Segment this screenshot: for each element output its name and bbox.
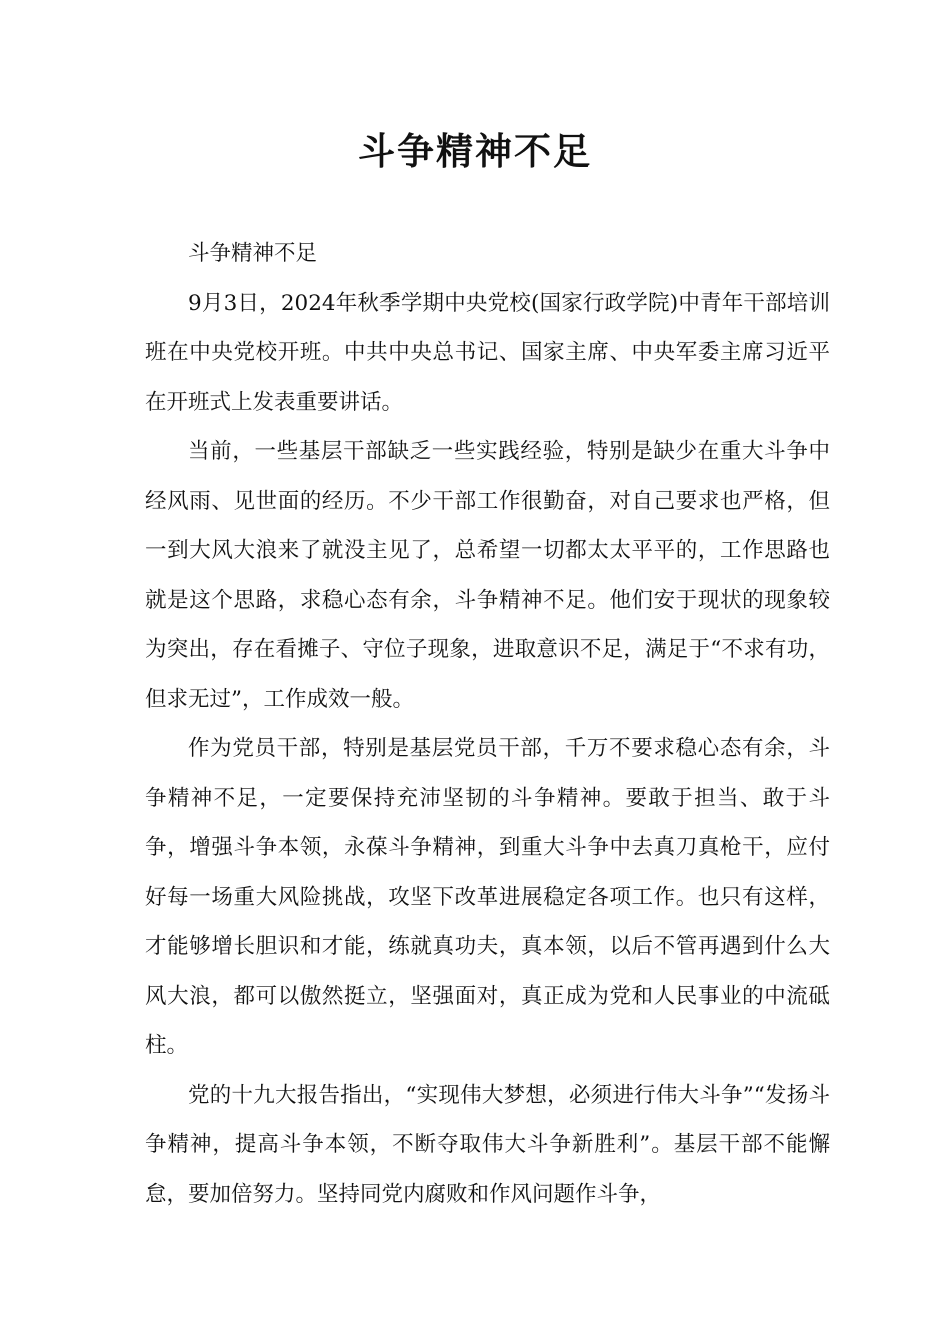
document-title: 斗争精神不足 <box>358 130 592 173</box>
paragraph-3: 作为党员干部，特别是基层党员干部，千万不要求稳心态有余，斗争精神不足，一定要保持充沛坚韧的斗争精神。要敢于担当、敢于斗争，增强斗争本领，永葆斗争精神，到重大斗争中去真刀真枪干，应付好每一场重大风险挑战，攻坚下改革进展稳定各项工作。也只有这样，才能够增长胆识和才能，练就真功夫，真本领，以后不管再遇到什么大风大浪，都可以傲然挺立，坚强面对，真正成为党和人民事业的中流砥柱。 <box>145 736 830 1058</box>
paragraph-4: 党的十九大报告指出，“实现伟大梦想，必须进行伟大斗争”“发扬斗争精神，提高斗争本领，不断夺取伟大斗争新胜利”。基层干部不能懈怠，要加倍努力。坚持同党内腐败和作风问题作斗争， <box>145 1082 830 1207</box>
paragraph-subtitle: 斗争精神不足 <box>188 241 318 266</box>
document-body <box>145 229 830 1219</box>
paragraph-2: 当前，一些基层干部缺乏一些实践经验，特别是缺少在重大斗争中经风雨、见世面的经历。不少干部工作很勤奋，对自己要求也严格，但一到大风大浪来了就没主见了，总希望一切都太太平平的，工作思路也就是这个思路，求稳心态有余，斗争精神不足。他们安于现状的现象较为突出，存在看摊子、守位子现象，进取意识不足，满足于“不求有功，但求无过”，工作成效一般。 <box>145 439 830 712</box>
paragraph-1: 9月3日，2024年秋季学期中央党校(国家行政学院)中青年干部培训班在中央党校开班。中共中央总书记、国家主席、中央军委主席习近平在开班式上发表重要讲话。 <box>145 290 830 415</box>
